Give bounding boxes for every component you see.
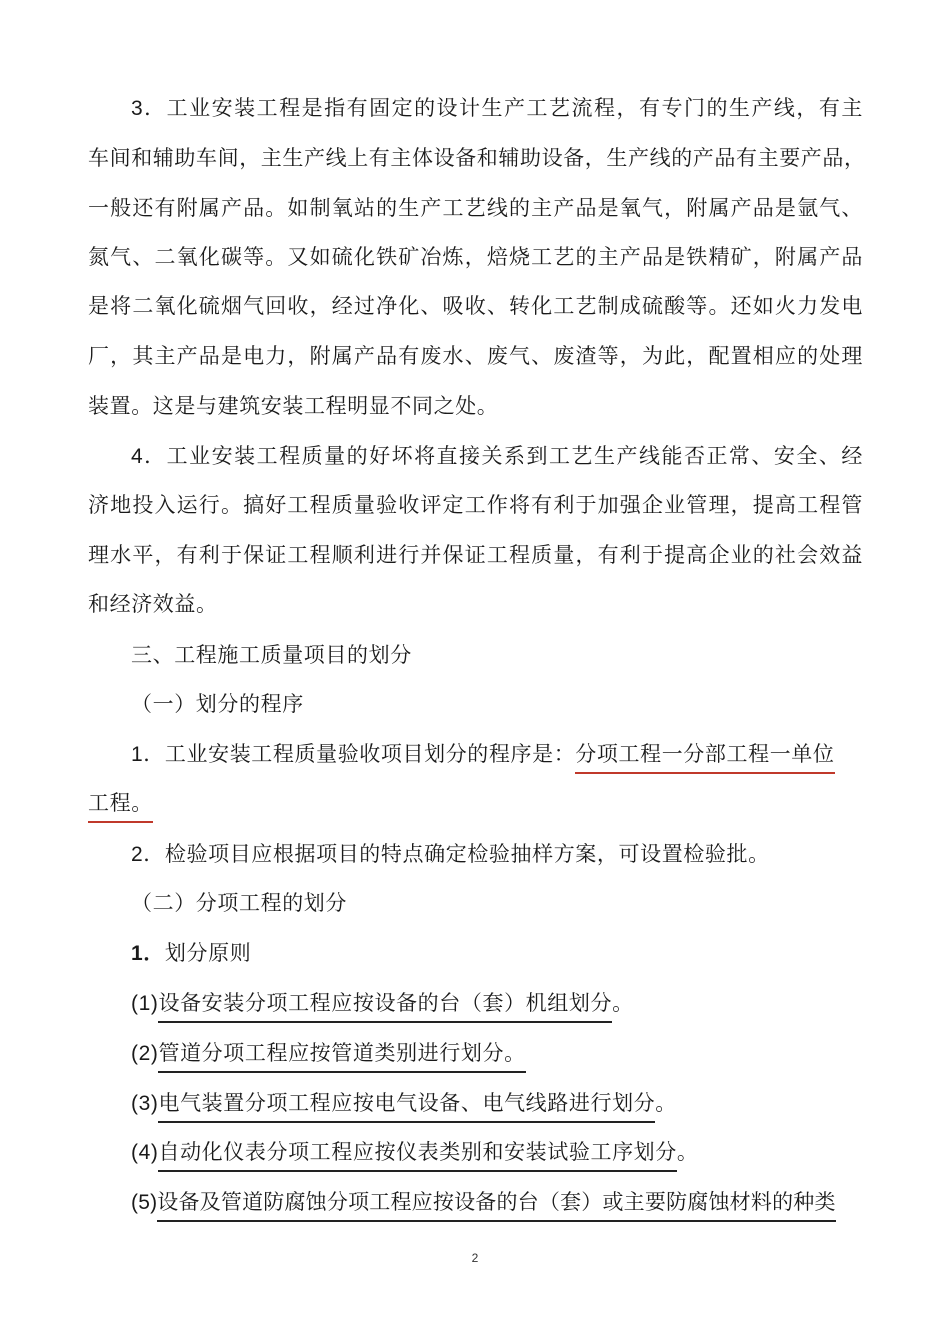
procedure-2-number: 2．: [131, 843, 165, 866]
principle-number: 1．: [131, 942, 165, 965]
list-item-text: 管道分项工程应按管道类别进行划分。: [158, 1041, 525, 1073]
procedure-1-line-2: [88, 788, 863, 818]
paragraph-3-line-5: 是将二氧化硫烟气回收，经过净化、吸收、转化工艺制成硫酸等。还如火力发电: [88, 294, 863, 318]
principle-text: 划分原则: [164, 941, 252, 965]
procedure-2: [131, 839, 863, 870]
list-item-5: [131, 1187, 863, 1218]
list-item-text: 设备安装分项工程应按设备的台（套）机组划分: [158, 991, 612, 1023]
list-item-tail: 。: [676, 1140, 699, 1164]
list-item-number: (2): [131, 1042, 159, 1065]
paragraph-4-text: 工业安装工程质量的好坏将直接关系到工艺生产线能否正常、安全、经: [166, 444, 863, 468]
list-item-2: [131, 1038, 863, 1069]
principle-heading: [131, 938, 863, 969]
list-item-3: [131, 1088, 863, 1119]
paragraph-4-line-1: [131, 441, 863, 472]
paragraph-3-line-1: [131, 93, 863, 124]
paragraph-4-line-2: 济地投入运行。搞好工程质量验收评定工作将有利于加强企业管理，提高工程管: [88, 493, 863, 517]
paragraph-4-line-3: 理水平，有利于保证工程顺利进行并保证工程质量，有利于提高企业的社会效益: [88, 543, 863, 567]
list-item-1: [131, 988, 863, 1019]
list-item-tail: 。: [655, 1091, 677, 1115]
list-item-number: (1): [131, 992, 159, 1015]
paragraph-4-line-4: 和经济效益。: [88, 592, 218, 616]
list-item-tail: 。: [612, 991, 634, 1015]
paragraph-3-line-7: 装置。这是与建筑安装工程明显不同之处。: [88, 394, 499, 418]
procedure-1-line-1: [131, 739, 863, 770]
procedure-1-underlined-b: 工程。: [88, 791, 153, 823]
list-item-number: (4): [131, 1141, 159, 1164]
list-item-number: (5): [131, 1191, 158, 1214]
paragraph-3-line-3: 一般还有附属产品。如制氧站的生产工艺线的主产品是氧气，附属产品是氩气、: [88, 196, 863, 220]
paragraph-3-line-2: 车间和辅助车间，主生产线上有主体设备和辅助设备，生产线的产品有主要产品，: [88, 146, 866, 170]
list-item-text: 电气装置分项工程应按电气设备、电气线路进行划分: [158, 1091, 655, 1123]
section-heading: 三、工程施工质量项目的划分: [131, 643, 412, 667]
procedure-1-text: 工业安装工程质量验收项目划分的程序是：: [164, 742, 576, 766]
subsection-heading-procedure: （一）划分的程序: [131, 692, 304, 716]
paragraph-3-text: 工业安装工程是指有固定的设计生产工艺流程，有专门的生产线，有主: [166, 96, 863, 120]
procedure-1-number: 1．: [131, 743, 165, 766]
list-item-number: (3): [131, 1092, 159, 1115]
list-item-4: [131, 1137, 863, 1168]
paragraph-3-number: 3．: [131, 97, 167, 120]
procedure-2-text: 检验项目应根据项目的特点确定检验抽样方案，可设置检验批。: [164, 842, 770, 866]
paragraph-3-line-4: 氮气、二氧化碳等。又如硫化铁矿冶炼，焙烧工艺的主产品是铁精矿，附属产品: [88, 245, 863, 269]
page-number: 2: [471, 1251, 479, 1265]
subsection-heading-division: （二）分项工程的划分: [131, 891, 347, 915]
list-item-text: 自动化仪表分项工程应按仪表类别和安装试验工序划分: [158, 1140, 676, 1172]
paragraph-4-number: 4．: [131, 445, 167, 468]
list-item-text: 设备及管道防腐蚀分项工程应按设备的台（套）或主要防腐蚀材料的种类: [157, 1190, 835, 1222]
paragraph-3-line-6: 厂，其主产品是电力，附属产品有废水、废气、废渣等，为此，配置相应的处理: [88, 344, 863, 368]
procedure-1-underlined-a: 分项工程一分部工程一单位: [575, 742, 834, 774]
